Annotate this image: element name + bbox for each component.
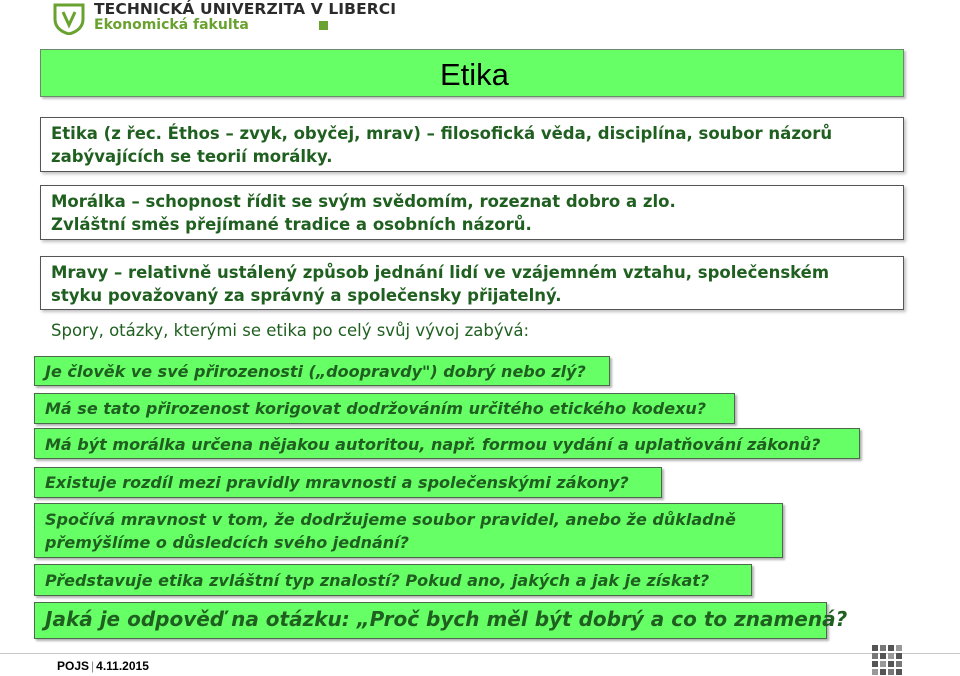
footer-divider <box>0 653 960 654</box>
definition-line: Mravy – relativně ustálený způsob jednání lidí ve vzájemném vztahu, společenském <box>51 263 830 282</box>
question-7: Jaká je odpověď na otázku: „Proč bych měl být dobrý a co to znamená? <box>45 607 848 631</box>
university-logo-icon <box>52 3 86 35</box>
definition-line: zabývajících se teorií morálky. <box>51 147 333 166</box>
question-5 <box>45 508 736 554</box>
definition-line: Zvláštní směs přejímané tradice a osobních názorů. <box>51 215 532 234</box>
footer-separator: | <box>91 659 95 673</box>
footer-info <box>57 659 149 673</box>
question-6: Představuje etika zvláštní typ znalostí? Pokud ano, jakých a jak je získat? <box>45 571 710 590</box>
question-2: Má se tato přirozenost korigovat dodržováním určitého etického kodexu? <box>45 399 707 418</box>
footer-course: POJS <box>57 659 90 673</box>
grid-logo-icon <box>872 645 902 675</box>
question-line: Spočívá mravnost v tom, že dodržujeme soubor pravidel, anebo že důkladně <box>45 510 736 529</box>
definition-etika <box>51 122 832 168</box>
question-1: Je člověk ve své přirozenosti („doopravdy") dobrý nebo zlý? <box>45 362 586 381</box>
questions-intro: Spory, otázky, kterými se etika po celý svůj vývoj zabývá: <box>51 321 530 340</box>
question-line: přemýšlíme o důsledcích svého jednání? <box>45 533 409 552</box>
definition-line: Etika (z řec. Éthos – zvyk, obyčej, mrav) – filosofická věda, disciplína, soubor názorů <box>51 124 833 143</box>
definition-moralka <box>51 190 676 236</box>
question-4: Existuje rozdíl mezi pravidly mravnosti a společenskými zákony? <box>45 473 629 492</box>
university-name: TECHNICKÁ UNIVERZITA V LIBERCI <box>94 0 397 18</box>
definition-line: Morálka – schopnost řídit se svým svědomím, rozeznat dobro a zlo. <box>51 192 676 211</box>
slide-title: Etika <box>440 57 509 92</box>
footer-date: 4.11.2015 <box>96 659 149 673</box>
question-3: Má být morálka určena nějakou autoritou, např. formou vydání a uplatňování zákonů? <box>45 435 821 454</box>
faculty-name: Ekonomická fakulta <box>94 17 249 33</box>
definition-mravy <box>51 261 829 307</box>
header-accent-square <box>319 21 328 30</box>
definition-line: styku považovaný za správný a společensky přijatelný. <box>51 286 562 305</box>
